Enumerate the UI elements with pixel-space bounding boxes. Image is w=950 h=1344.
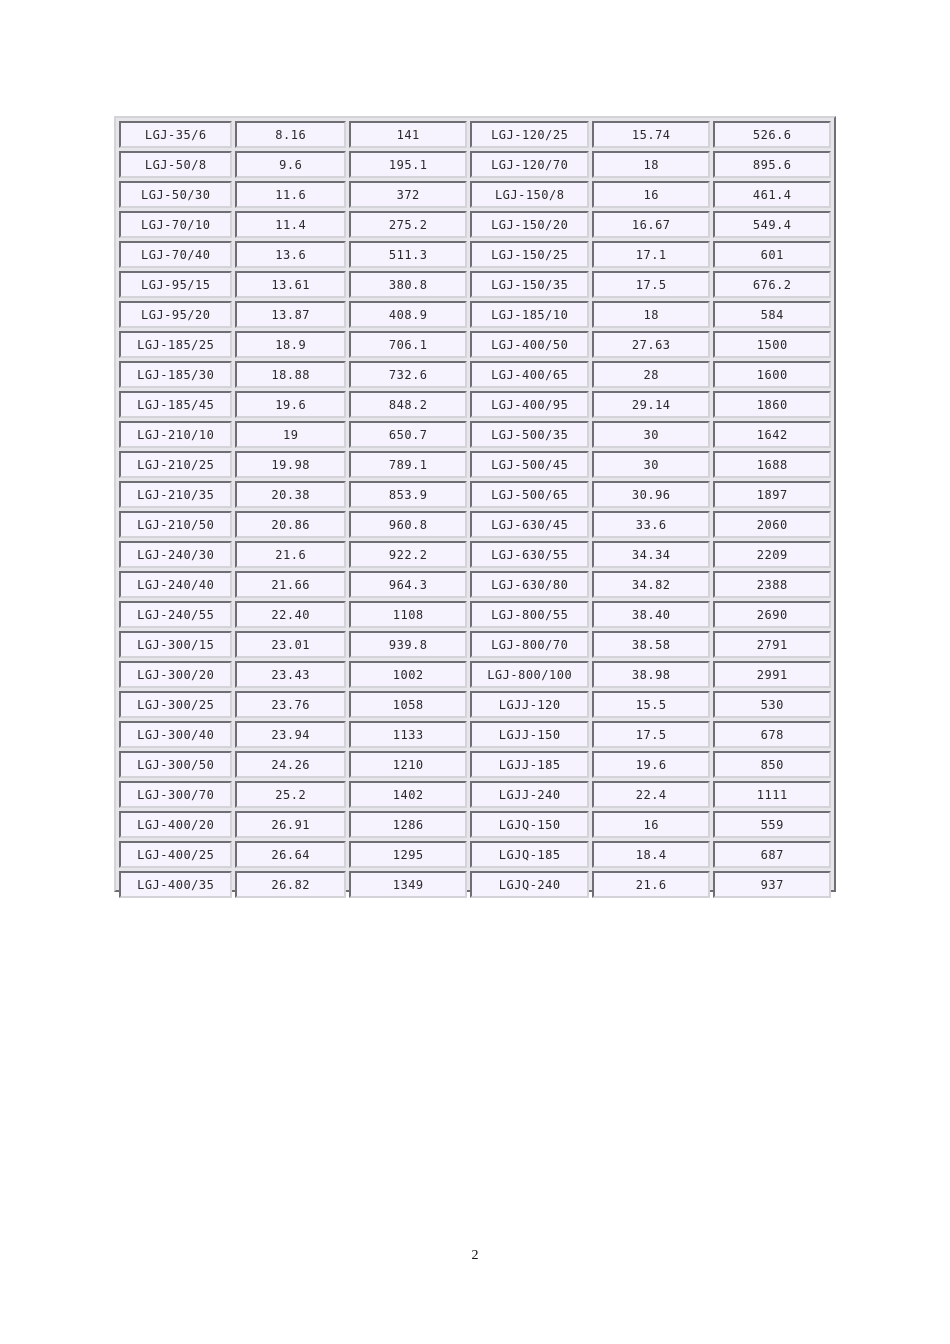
table-cell: 13.61 (235, 271, 345, 298)
table-row (119, 271, 831, 298)
table-row (119, 871, 831, 898)
table-cell: LGJ-300/40 (119, 721, 232, 748)
table-cell: 848.2 (349, 391, 468, 418)
table-cell: 23.94 (235, 721, 345, 748)
table-cell: LGJQ-150 (470, 811, 589, 838)
table-cell: 11.6 (235, 181, 345, 208)
table-cell: 1860 (713, 391, 831, 418)
table-row (119, 781, 831, 808)
table-row (119, 391, 831, 418)
table-cell: 20.38 (235, 481, 345, 508)
table-cell: 1349 (349, 871, 468, 898)
table-cell: 18.9 (235, 331, 345, 358)
table-cell: 559 (713, 811, 831, 838)
table-cell: 26.82 (235, 871, 345, 898)
table-cell: LGJJ-150 (470, 721, 589, 748)
table-cell: 33.6 (592, 511, 711, 538)
table-cell: 1058 (349, 691, 468, 718)
table-row (119, 241, 831, 268)
table-cell: 141 (349, 121, 468, 148)
table-cell: 937 (713, 871, 831, 898)
table-cell: LGJ-300/50 (119, 751, 232, 778)
table-cell: 30 (592, 451, 711, 478)
table-cell: LGJ-630/45 (470, 511, 589, 538)
table-cell: 372 (349, 181, 468, 208)
table-cell: LGJ-500/65 (470, 481, 589, 508)
conductor-spec-table (116, 118, 834, 901)
table-row (119, 331, 831, 358)
table-cell: 8.16 (235, 121, 345, 148)
table-cell: 19.98 (235, 451, 345, 478)
table-cell: 17.5 (592, 721, 711, 748)
table-cell: 27.63 (592, 331, 711, 358)
table-cell: 2209 (713, 541, 831, 568)
table-cell: 26.64 (235, 841, 345, 868)
table-cell: LGJJ-240 (470, 781, 589, 808)
table-row (119, 151, 831, 178)
table-cell: LGJQ-185 (470, 841, 589, 868)
conductor-spec-table-frame (114, 116, 836, 892)
table-cell: 1897 (713, 481, 831, 508)
table-cell: LGJ-35/6 (119, 121, 232, 148)
table-cell: 22.4 (592, 781, 711, 808)
table-row (119, 211, 831, 238)
table-cell: LGJ-50/8 (119, 151, 232, 178)
table-cell: 408.9 (349, 301, 468, 328)
page-number: 2 (471, 1248, 479, 1263)
table-cell: LGJ-400/50 (470, 331, 589, 358)
table-cell: 2388 (713, 571, 831, 598)
table-row (119, 631, 831, 658)
table-cell: 17.5 (592, 271, 711, 298)
table-cell: 30 (592, 421, 711, 448)
table-cell: LGJJ-185 (470, 751, 589, 778)
table-cell: 676.2 (713, 271, 831, 298)
table-cell: LGJ-800/100 (470, 661, 589, 688)
table-cell: LGJ-400/35 (119, 871, 232, 898)
table-row (119, 841, 831, 868)
table-cell: 511.3 (349, 241, 468, 268)
table-row (119, 361, 831, 388)
table-row (119, 811, 831, 838)
table-cell: LGJ-300/70 (119, 781, 232, 808)
table-cell: 21.66 (235, 571, 345, 598)
table-cell: 25.2 (235, 781, 345, 808)
table-cell: LGJ-120/70 (470, 151, 589, 178)
table-cell: LGJ-70/40 (119, 241, 232, 268)
table-cell: 13.87 (235, 301, 345, 328)
table-cell: 16 (592, 811, 711, 838)
table-cell: LGJ-95/15 (119, 271, 232, 298)
table-cell: 18 (592, 301, 711, 328)
table-cell: LGJ-210/25 (119, 451, 232, 478)
table-cell: 530 (713, 691, 831, 718)
table-cell: LGJ-50/30 (119, 181, 232, 208)
table-cell: 584 (713, 301, 831, 328)
table-cell: 380.8 (349, 271, 468, 298)
table-cell: LGJ-400/20 (119, 811, 232, 838)
table-cell: 18.88 (235, 361, 345, 388)
table-cell: LGJ-400/95 (470, 391, 589, 418)
table-cell: LGJ-800/70 (470, 631, 589, 658)
table-cell: 706.1 (349, 331, 468, 358)
table-cell: LGJ-400/65 (470, 361, 589, 388)
table-cell: 853.9 (349, 481, 468, 508)
table-row (119, 181, 831, 208)
table-cell: LGJ-150/25 (470, 241, 589, 268)
table-cell: 678 (713, 721, 831, 748)
table-row (119, 421, 831, 448)
table-row (119, 301, 831, 328)
table-cell: 38.40 (592, 601, 711, 628)
table-row (119, 121, 831, 148)
table-cell: 789.1 (349, 451, 468, 478)
table-cell: 23.01 (235, 631, 345, 658)
table-cell: LGJQ-240 (470, 871, 589, 898)
table-cell: 15.74 (592, 121, 711, 148)
table-cell: 38.58 (592, 631, 711, 658)
table-cell: 1642 (713, 421, 831, 448)
table-cell: LGJ-185/45 (119, 391, 232, 418)
table-cell: 1133 (349, 721, 468, 748)
table-cell: 15.5 (592, 691, 711, 718)
table-cell: 23.76 (235, 691, 345, 718)
table-cell: 11.4 (235, 211, 345, 238)
table-row (119, 571, 831, 598)
table-cell: 1688 (713, 451, 831, 478)
table-cell: 18 (592, 151, 711, 178)
table-cell: 195.1 (349, 151, 468, 178)
table-cell: LGJ-150/8 (470, 181, 589, 208)
table-row (119, 481, 831, 508)
table-cell: 1402 (349, 781, 468, 808)
table-cell: 1286 (349, 811, 468, 838)
table-cell: 2991 (713, 661, 831, 688)
table-cell: LGJ-400/25 (119, 841, 232, 868)
table-row (119, 601, 831, 628)
table-cell: LGJ-120/25 (470, 121, 589, 148)
table-cell: 21.6 (592, 871, 711, 898)
table-cell: LGJ-800/55 (470, 601, 589, 628)
table-cell: LGJ-240/40 (119, 571, 232, 598)
table-cell: 20.86 (235, 511, 345, 538)
table-cell: 9.6 (235, 151, 345, 178)
table-row (119, 661, 831, 688)
table-cell: 850 (713, 751, 831, 778)
table-cell: 22.40 (235, 601, 345, 628)
table-cell: 960.8 (349, 511, 468, 538)
table-cell: 1210 (349, 751, 468, 778)
table-cell: LGJ-500/45 (470, 451, 589, 478)
table-cell: LGJ-300/25 (119, 691, 232, 718)
table-cell: LGJ-210/10 (119, 421, 232, 448)
table-cell: 19.6 (592, 751, 711, 778)
table-cell: 601 (713, 241, 831, 268)
table-cell: 17.1 (592, 241, 711, 268)
table-cell: 16.67 (592, 211, 711, 238)
table-cell: LGJ-630/80 (470, 571, 589, 598)
table-cell: 19.6 (235, 391, 345, 418)
table-cell: LGJ-210/50 (119, 511, 232, 538)
table-cell: 19 (235, 421, 345, 448)
table-row (119, 751, 831, 778)
table-cell: LGJ-240/30 (119, 541, 232, 568)
table-cell: 26.91 (235, 811, 345, 838)
table-cell: 34.34 (592, 541, 711, 568)
table-cell: 687 (713, 841, 831, 868)
table-cell: 1600 (713, 361, 831, 388)
table-cell: 922.2 (349, 541, 468, 568)
table-row (119, 541, 831, 568)
table-cell: 526.6 (713, 121, 831, 148)
table-cell: LGJ-300/20 (119, 661, 232, 688)
table-cell: 18.4 (592, 841, 711, 868)
table-cell: 461.4 (713, 181, 831, 208)
table-cell: 275.2 (349, 211, 468, 238)
table-row (119, 721, 831, 748)
table-cell: LGJ-95/20 (119, 301, 232, 328)
table-cell: LGJ-630/55 (470, 541, 589, 568)
table-cell: LGJ-300/15 (119, 631, 232, 658)
table-cell: 732.6 (349, 361, 468, 388)
table-cell: 30.96 (592, 481, 711, 508)
table-cell: 24.26 (235, 751, 345, 778)
table-cell: 29.14 (592, 391, 711, 418)
table-cell: LGJ-240/55 (119, 601, 232, 628)
table-cell: LGJ-185/30 (119, 361, 232, 388)
table-cell: LGJ-150/20 (470, 211, 589, 238)
table-cell: 1111 (713, 781, 831, 808)
table-cell: 1002 (349, 661, 468, 688)
table-cell: 939.8 (349, 631, 468, 658)
table-cell: 2690 (713, 601, 831, 628)
table-cell: LGJJ-120 (470, 691, 589, 718)
table-cell: 2060 (713, 511, 831, 538)
table-cell: 549.4 (713, 211, 831, 238)
table-cell: LGJ-210/35 (119, 481, 232, 508)
table-cell: 34.82 (592, 571, 711, 598)
table-cell: 13.6 (235, 241, 345, 268)
table-cell: 16 (592, 181, 711, 208)
table-cell: LGJ-150/35 (470, 271, 589, 298)
table-cell: 23.43 (235, 661, 345, 688)
table-cell: 1500 (713, 331, 831, 358)
table-cell: LGJ-70/10 (119, 211, 232, 238)
table-cell: 895.6 (713, 151, 831, 178)
table-row (119, 511, 831, 538)
table-cell: 1295 (349, 841, 468, 868)
table-cell: 28 (592, 361, 711, 388)
table-row (119, 451, 831, 478)
table-cell: 38.98 (592, 661, 711, 688)
table-body (119, 121, 831, 898)
table-cell: LGJ-185/25 (119, 331, 232, 358)
table-cell: 2791 (713, 631, 831, 658)
table-cell: LGJ-500/35 (470, 421, 589, 448)
table-cell: 650.7 (349, 421, 468, 448)
table-cell: 964.3 (349, 571, 468, 598)
table-cell: 21.6 (235, 541, 345, 568)
table-cell: 1108 (349, 601, 468, 628)
table-cell: LGJ-185/10 (470, 301, 589, 328)
table-row (119, 691, 831, 718)
